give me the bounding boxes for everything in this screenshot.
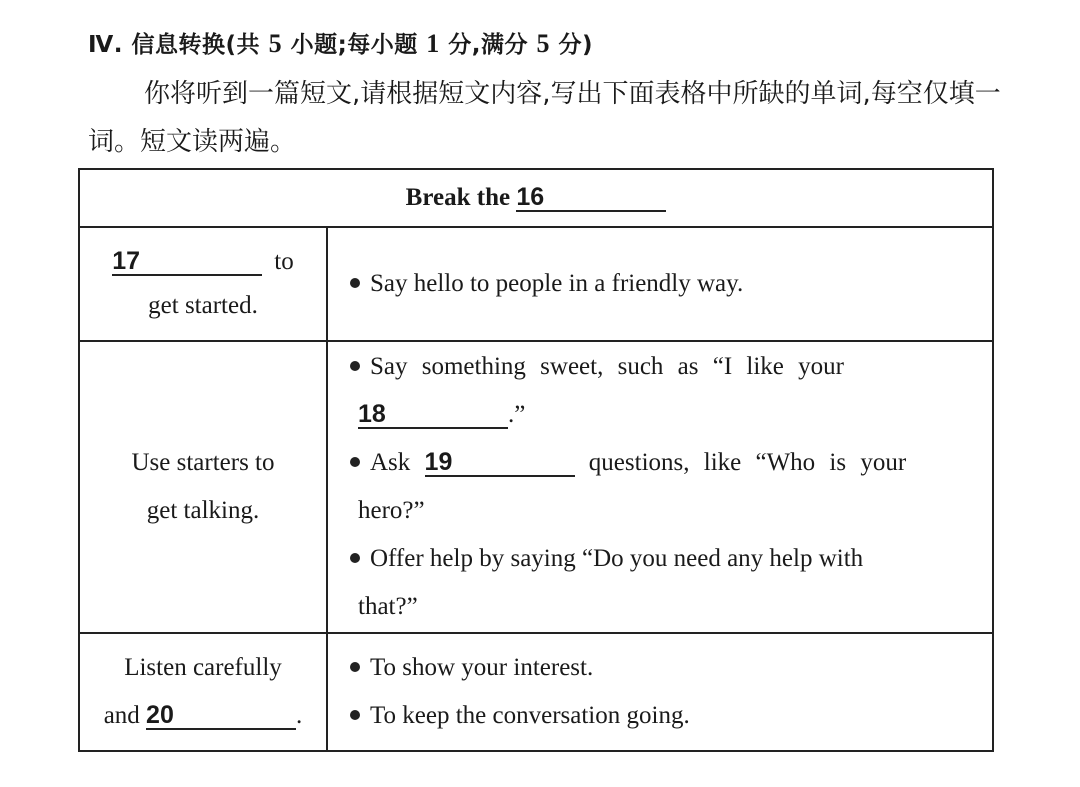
- row1-bullet-text: Say hello to people in a friendly way.: [370, 270, 744, 297]
- bullet-icon: [350, 553, 360, 563]
- blank-17[interactable]: [112, 248, 262, 276]
- points-text-3: 分,满分: [439, 32, 537, 58]
- table-row: [79, 227, 993, 341]
- blank-19-number: 19: [424, 448, 453, 476]
- row3-bullet2: To keep the conversation going.: [370, 702, 690, 729]
- points-text-2: 小题;每小题: [282, 32, 427, 58]
- table-row: [79, 633, 993, 751]
- row3-right-cell: [327, 633, 993, 751]
- row2-left-a: Use starters to: [131, 449, 275, 476]
- blank-20-number: 20: [146, 701, 174, 729]
- list-item: [350, 692, 978, 740]
- points-each: 1: [426, 29, 440, 58]
- blank-17-number: 17: [112, 247, 141, 275]
- info-table: [78, 168, 994, 752]
- list-item: [350, 644, 978, 692]
- row2-bullet2-a: Ask: [370, 449, 411, 476]
- row3-left-c: .: [296, 702, 303, 729]
- table-row: [79, 341, 993, 633]
- blank-18-number: 18: [358, 400, 386, 428]
- table-title: [79, 169, 993, 227]
- blank-19[interactable]: [425, 449, 575, 477]
- row1-right-cell: [327, 227, 993, 341]
- row3-left-cell: [79, 633, 327, 751]
- blank-16[interactable]: [516, 184, 666, 212]
- points-total: 5: [536, 29, 551, 58]
- row2-bullet3-a: Offer help by saying “Do you need any help with: [370, 545, 864, 572]
- blank-16-number: 16: [516, 183, 545, 211]
- row2-left-b: get talking.: [146, 497, 260, 524]
- section-heading: [88, 26, 593, 59]
- bullet-icon: [350, 278, 360, 288]
- row3-left-a: Listen carefully: [124, 654, 282, 681]
- list-item: [350, 343, 978, 391]
- points-text-1: (共: [225, 32, 269, 58]
- row2-left-cell: [79, 341, 327, 633]
- section-number: Ⅳ.: [88, 32, 124, 58]
- row2-bullet2-b: questions, like “Who is your: [588, 449, 907, 476]
- row2-bullet2-c: hero?”: [358, 497, 425, 524]
- table-title-text: Break the: [405, 184, 511, 211]
- section-title: 信息转换: [131, 32, 226, 58]
- bullet-icon: [350, 710, 360, 720]
- row2-bullet1-b: .”: [508, 401, 526, 428]
- points-text-4: 分): [550, 32, 594, 58]
- list-item-continuation: [350, 391, 978, 439]
- blank-18[interactable]: [358, 401, 508, 429]
- row2-bullet3-b: that?”: [358, 593, 418, 620]
- blank-20[interactable]: [146, 702, 296, 730]
- bullet-icon: [350, 361, 360, 371]
- row1-left-mid: to: [274, 248, 294, 275]
- list-item: [350, 535, 978, 583]
- row2-bullet1-a: Say something sweet, such as “I like your: [370, 353, 844, 380]
- bullet-icon: [350, 457, 360, 467]
- row3-left-b: and: [103, 702, 140, 729]
- bullet-icon: [350, 662, 360, 672]
- instructions: 你将听到一篇短文,请根据短文内容,写出下面表格中所缺的单词,每空仅填一词。短文读两遍。: [88, 79, 1001, 157]
- row3-bullet1: To show your interest.: [370, 654, 594, 681]
- question-count: 5: [268, 29, 283, 58]
- list-item: [350, 439, 978, 487]
- row1-left-tail: get started.: [148, 292, 258, 319]
- row2-right-cell: [327, 341, 993, 633]
- row1-left-cell: [79, 227, 327, 341]
- list-item: [350, 260, 978, 308]
